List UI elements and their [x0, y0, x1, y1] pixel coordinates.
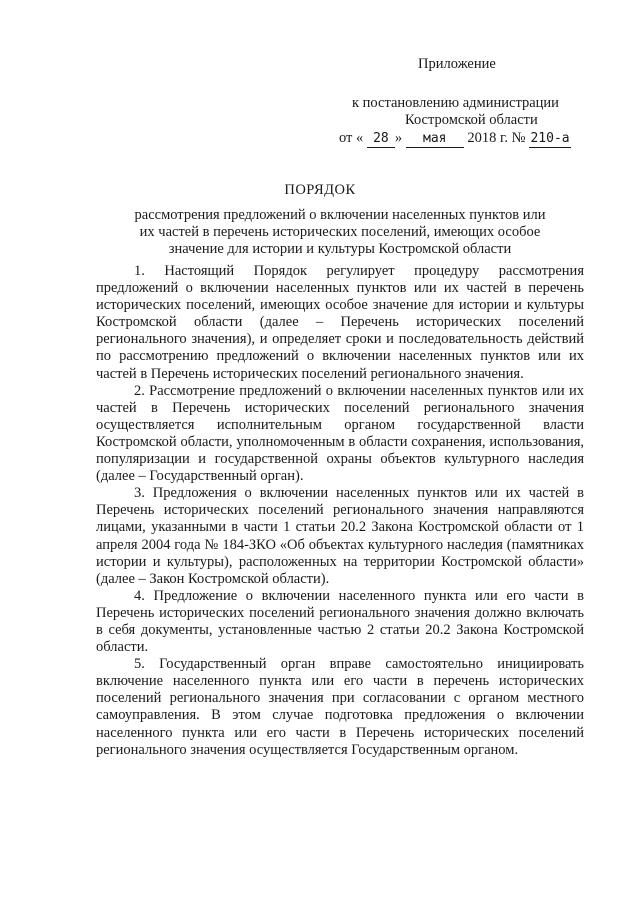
document-heading — [0, 182, 640, 258]
day-suffix: » — [394, 130, 403, 146]
paragraph-1: 1. Настоящий Порядок регулирует процедуру рассмотрения предложений о включении населенных пунктов или их частей в перечень исторических поселений, имеющих особое значение для истории и культуры Костромской области (далее – Перечень исторических поселений регионального значения), и определяет сроки и последовательность действий по рассмотрению предложений о включении населенных пунктов или их частей в Перечень исторических поселений регионального значения. — [96, 263, 584, 382]
paragraph-2: 2. Рассмотрение предложений о включении населенных пунктов или их частей в Перечень исторических поселений регионального значения осуществляется исполнительным органом государственной власти Костромской области, уполномоченным в области сохранения, использования, популяризации и государственной охраны объектов культурного наследия (далее – Государственный орган). — [96, 382, 584, 485]
month-field: мая — [406, 131, 464, 148]
appendix-region-line: Костромской области — [405, 112, 538, 128]
appendix-resolution-line: к постановлению администрации — [352, 95, 559, 111]
year-text: 2018 г. № — [467, 130, 526, 146]
paragraph-5: 5. Государственный орган вправе самостоятельно инициировать включение населенного пункта или его части в перечень исторических поселений регионального значения при согласовании с органом местного самоуправления. В этом случае подготовка предложения о включении населенного пункта или его части в Перечень исторических поселений регионального значения осуществляется Государственным органом. — [96, 656, 584, 758]
paragraph-3: 3. Предложения о включении населенных пунктов или их частей в Перечень исторических поселений регионального значения направляются лицами, указанными в части 1 статьи 20.2 Закона Костромской области от 1 апреля 2004 года № 184-ЗКО «Об объектах культурного наследия (памятниках истории и культуры), расположенных на территории Костромской области» (далее – Закон Костромской области). — [96, 485, 584, 587]
document-subtitle-line: рассмотрения предложений о включении населенных пунктов или — [134, 207, 546, 223]
number-field: 210-а — [530, 131, 570, 146]
document-title: ПОРЯДОК — [284, 182, 356, 198]
appendix-title: Приложение — [418, 56, 496, 72]
document-body — [96, 263, 584, 759]
document-subtitle-line: значение для истории и культуры Костромской области — [168, 241, 512, 257]
document-subtitle-line: их частей в перечень исторических поселений, имеющих особое — [139, 224, 541, 240]
date-prefix: от « — [339, 130, 364, 146]
appendix-date-line — [339, 129, 571, 148]
paragraph-4: 4. Предложение о включении населенного пункта или его части в Перечень исторических поселений регионального значения должно включать в себя документы, установленные частью 2 статьи 20.2 Закона Костромской области. — [96, 587, 584, 656]
day-field: 28 — [367, 131, 395, 148]
